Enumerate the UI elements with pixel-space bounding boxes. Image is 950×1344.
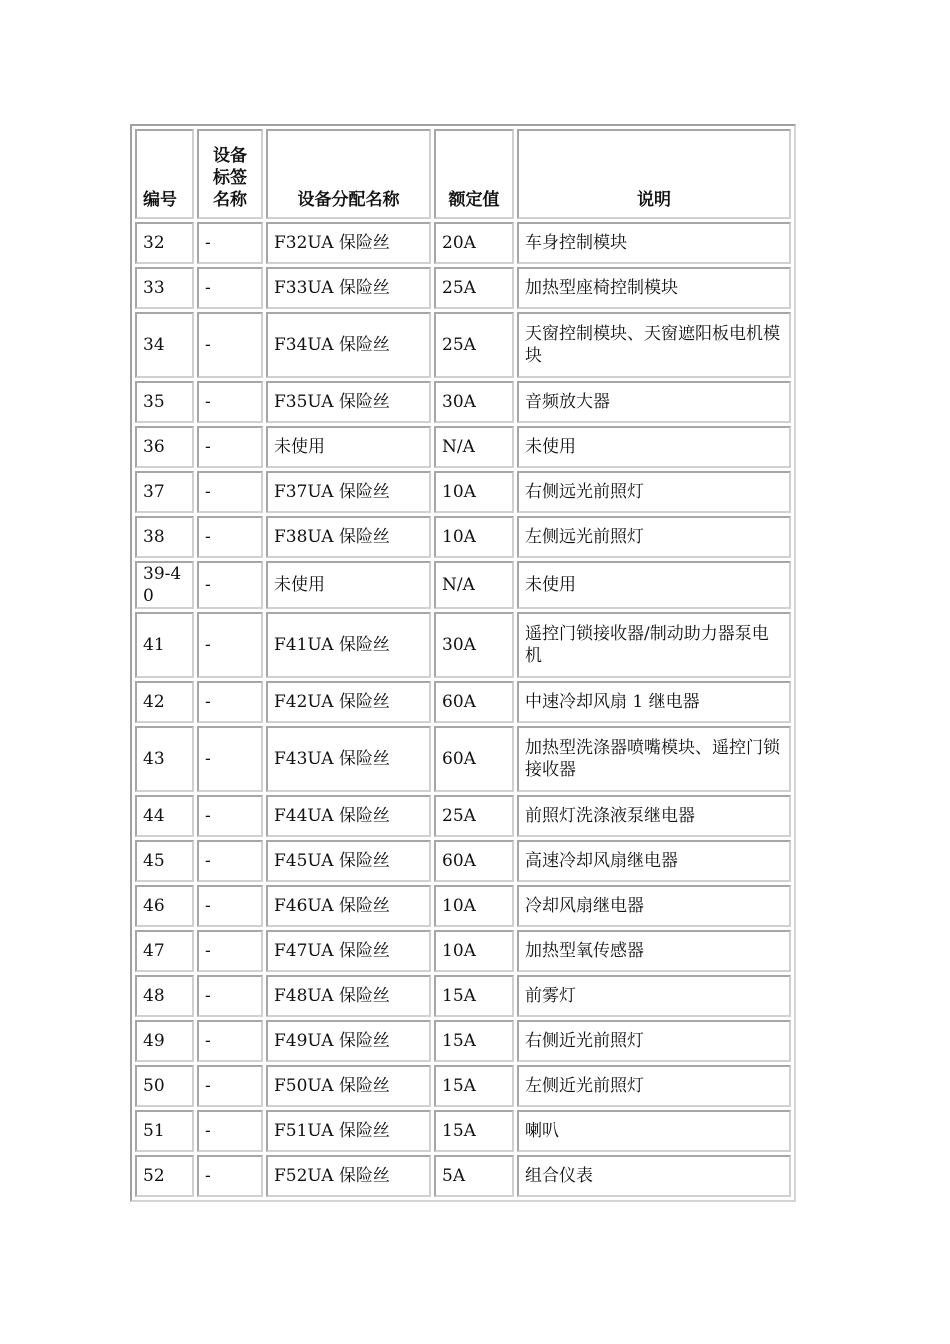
- cell-number: 52: [135, 1155, 194, 1197]
- table-row: [135, 267, 791, 309]
- cell-label: -: [197, 561, 263, 609]
- cell-rating: 25A: [434, 312, 514, 378]
- header-assignment: 设备分配名称: [266, 129, 431, 219]
- cell-number: 37: [135, 471, 194, 513]
- fuse-table: [132, 126, 794, 1200]
- cell-assignment: F38UA 保险丝: [266, 516, 431, 558]
- cell-assignment: F47UA 保险丝: [266, 930, 431, 972]
- cell-number: 51: [135, 1110, 194, 1152]
- table-row: [135, 1020, 791, 1062]
- cell-label: -: [197, 1020, 263, 1062]
- cell-description: 左侧远光前照灯: [517, 516, 791, 558]
- table-row: [135, 381, 791, 423]
- cell-rating: 60A: [434, 840, 514, 882]
- cell-rating: 25A: [434, 267, 514, 309]
- cell-assignment: F33UA 保险丝: [266, 267, 431, 309]
- table-row: [135, 1110, 791, 1152]
- cell-assignment: 未使用: [266, 426, 431, 468]
- table-row: [135, 840, 791, 882]
- cell-rating: 25A: [434, 795, 514, 837]
- cell-description: 加热型座椅控制模块: [517, 267, 791, 309]
- table-row: [135, 471, 791, 513]
- cell-assignment: F34UA 保险丝: [266, 312, 431, 378]
- header-description: 说明: [517, 129, 791, 219]
- cell-number: 50: [135, 1065, 194, 1107]
- table-row: [135, 1155, 791, 1197]
- cell-label: -: [197, 726, 263, 792]
- cell-description: 右侧近光前照灯: [517, 1020, 791, 1062]
- cell-number: 39-40: [135, 561, 194, 609]
- cell-label: -: [197, 885, 263, 927]
- table-header-row: [135, 129, 791, 219]
- cell-rating: 10A: [434, 516, 514, 558]
- cell-number: 36: [135, 426, 194, 468]
- table-row: [135, 726, 791, 792]
- cell-number: 38: [135, 516, 194, 558]
- cell-label: -: [197, 312, 263, 378]
- header-label-name-line2: 标签: [213, 168, 247, 188]
- cell-label: -: [197, 612, 263, 678]
- table-row: [135, 795, 791, 837]
- cell-number: 48: [135, 975, 194, 1017]
- cell-rating: 30A: [434, 381, 514, 423]
- cell-description: 遥控门锁接收器/制动助力器泵电机: [517, 612, 791, 678]
- table-row: [135, 885, 791, 927]
- cell-description: 前雾灯: [517, 975, 791, 1017]
- cell-rating: 5A: [434, 1155, 514, 1197]
- table-row: [135, 1065, 791, 1107]
- cell-description: 喇叭: [517, 1110, 791, 1152]
- cell-label: -: [197, 471, 263, 513]
- cell-rating: 60A: [434, 681, 514, 723]
- cell-label: -: [197, 975, 263, 1017]
- cell-number: 41: [135, 612, 194, 678]
- header-label-name-line3: 名称: [213, 190, 247, 210]
- header-label-name-line1: 设备: [213, 146, 247, 166]
- cell-label: -: [197, 381, 263, 423]
- cell-label: -: [197, 795, 263, 837]
- table-row: [135, 222, 791, 264]
- cell-rating: N/A: [434, 426, 514, 468]
- cell-number: 42: [135, 681, 194, 723]
- cell-assignment: F51UA 保险丝: [266, 1110, 431, 1152]
- cell-label: -: [197, 840, 263, 882]
- cell-label: -: [197, 681, 263, 723]
- cell-label: -: [197, 1065, 263, 1107]
- cell-rating: 20A: [434, 222, 514, 264]
- cell-rating: 15A: [434, 1065, 514, 1107]
- cell-number: 45: [135, 840, 194, 882]
- cell-rating: 10A: [434, 471, 514, 513]
- cell-number: 34: [135, 312, 194, 378]
- cell-rating: 10A: [434, 930, 514, 972]
- cell-label: -: [197, 516, 263, 558]
- table-row: [135, 516, 791, 558]
- cell-label: -: [197, 930, 263, 972]
- cell-number: 44: [135, 795, 194, 837]
- cell-description: 加热型洗涤器喷嘴模块、遥控门锁接收器: [517, 726, 791, 792]
- cell-description: 未使用: [517, 426, 791, 468]
- cell-assignment: F46UA 保险丝: [266, 885, 431, 927]
- cell-description: 车身控制模块: [517, 222, 791, 264]
- table-row: [135, 612, 791, 678]
- cell-label: -: [197, 222, 263, 264]
- cell-number: 46: [135, 885, 194, 927]
- cell-assignment: F35UA 保险丝: [266, 381, 431, 423]
- cell-rating: 10A: [434, 885, 514, 927]
- cell-description: 天窗控制模块、天窗遮阳板电机模块: [517, 312, 791, 378]
- cell-rating: 15A: [434, 975, 514, 1017]
- cell-number: 43: [135, 726, 194, 792]
- cell-number: 33: [135, 267, 194, 309]
- cell-assignment: F52UA 保险丝: [266, 1155, 431, 1197]
- cell-rating: 60A: [434, 726, 514, 792]
- cell-description: 前照灯洗涤液泵继电器: [517, 795, 791, 837]
- cell-assignment: F45UA 保险丝: [266, 840, 431, 882]
- cell-description: 高速冷却风扇继电器: [517, 840, 791, 882]
- cell-assignment: F41UA 保险丝: [266, 612, 431, 678]
- cell-description: 中速冷却风扇 1 继电器: [517, 681, 791, 723]
- cell-number: 35: [135, 381, 194, 423]
- cell-description: 加热型氧传感器: [517, 930, 791, 972]
- cell-assignment: 未使用: [266, 561, 431, 609]
- cell-label: -: [197, 1110, 263, 1152]
- cell-description: 右侧远光前照灯: [517, 471, 791, 513]
- cell-description: 未使用: [517, 561, 791, 609]
- cell-number: 49: [135, 1020, 194, 1062]
- cell-rating: 15A: [434, 1110, 514, 1152]
- cell-rating: N/A: [434, 561, 514, 609]
- cell-description: 冷却风扇继电器: [517, 885, 791, 927]
- cell-assignment: F48UA 保险丝: [266, 975, 431, 1017]
- cell-description: 组合仪表: [517, 1155, 791, 1197]
- table-row: [135, 975, 791, 1017]
- cell-assignment: F37UA 保险丝: [266, 471, 431, 513]
- header-rating: 额定值: [434, 129, 514, 219]
- cell-label: -: [197, 1155, 263, 1197]
- cell-number: 32: [135, 222, 194, 264]
- table-row: [135, 312, 791, 378]
- cell-number: 47: [135, 930, 194, 972]
- cell-label: -: [197, 426, 263, 468]
- cell-description: 左侧近光前照灯: [517, 1065, 791, 1107]
- table-row: [135, 681, 791, 723]
- table-row: [135, 561, 791, 609]
- cell-assignment: F43UA 保险丝: [266, 726, 431, 792]
- cell-assignment: F49UA 保险丝: [266, 1020, 431, 1062]
- cell-assignment: F32UA 保险丝: [266, 222, 431, 264]
- header-label-name: [197, 129, 263, 219]
- header-number: 编号: [135, 129, 194, 219]
- cell-assignment: F44UA 保险丝: [266, 795, 431, 837]
- cell-assignment: F42UA 保险丝: [266, 681, 431, 723]
- cell-rating: 30A: [434, 612, 514, 678]
- cell-description: 音频放大器: [517, 381, 791, 423]
- cell-assignment: F50UA 保险丝: [266, 1065, 431, 1107]
- cell-label: -: [197, 267, 263, 309]
- cell-rating: 15A: [434, 1020, 514, 1062]
- fuse-table-container: [130, 124, 796, 1202]
- table-row: [135, 930, 791, 972]
- table-row: [135, 426, 791, 468]
